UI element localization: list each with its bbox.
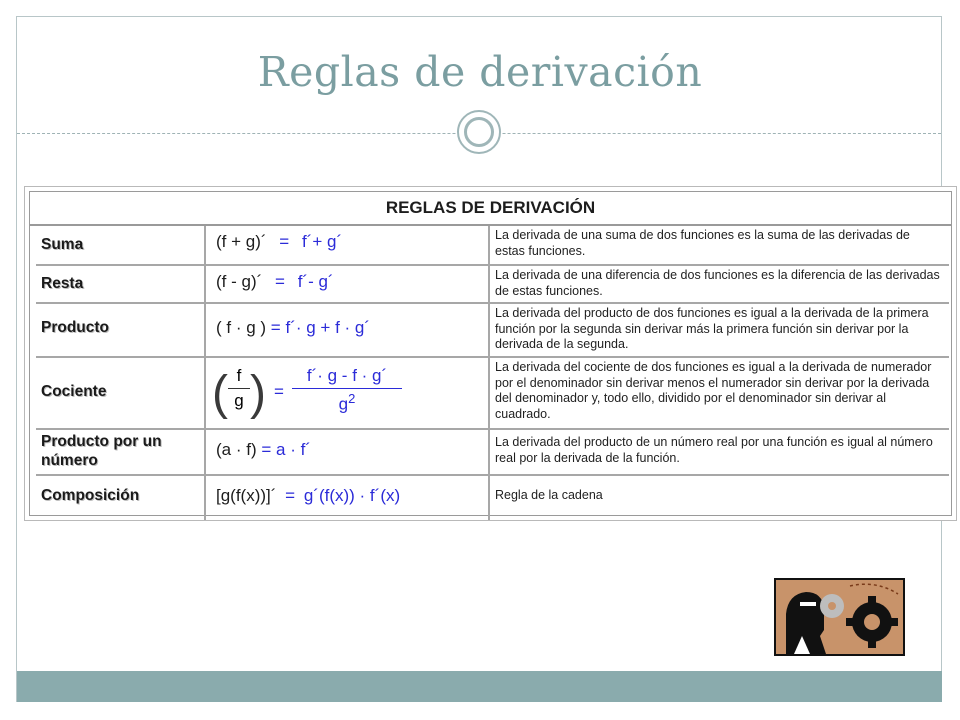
- rule-description: La derivada de una suma de dos funciones es la suma de las derivadas de estas funciones.: [495, 228, 910, 258]
- rule-name: Cociente: [41, 383, 107, 400]
- rule-formula: (f - g)´ = f´- g´: [216, 272, 334, 291]
- rule-name: Suma: [41, 236, 84, 253]
- table-row-composicion: [36, 476, 949, 520]
- derivation-rules-table: [24, 186, 957, 521]
- rule-name: Producto: [41, 319, 110, 336]
- rule-name: Resta: [41, 275, 84, 292]
- table-row-producto-numero: [36, 430, 949, 476]
- rule-name: Composición: [41, 487, 140, 504]
- rule-formula: (f + g)´ = f´+ g´: [216, 232, 343, 251]
- slide-title: Reglas de derivación: [257, 48, 703, 96]
- table-header: REGLAS DE DERIVACIÓN: [30, 192, 951, 226]
- engineer-gears-icon: [774, 578, 905, 656]
- rule-formula: [g(f(x))]´ = g´(f(x)) · f´(x): [216, 486, 401, 505]
- rule-description: La derivada de una diferencia de dos funciones es la diferencia de las derivadas de estas funciones.: [495, 268, 940, 298]
- table-row-producto: [36, 304, 949, 358]
- table-row-suma: [36, 226, 949, 266]
- rule-name: Producto por un número: [41, 433, 162, 469]
- rule-description: La derivada del producto de dos funciones es igual a la derivada de la primera función por la segunda sin derivar más la primera función sin derivar por la derivada de la segunda.: [495, 306, 929, 351]
- rule-formula: (a · f) = a · f´: [216, 440, 311, 459]
- bottom-bar: [17, 671, 942, 702]
- rule-description: Regla de la cadena: [495, 488, 603, 502]
- rule-description: La derivada del cociente de dos funciones es igual a la derivada de numerador por el denominador sin derivar menos el numerador sin derivar por la derivada del denominador y, todo ello, dividido por el denominador sin derivar al cuadrado.: [495, 360, 932, 421]
- rule-formula: ( f · g ) = f´· g + f · g´: [216, 318, 371, 337]
- rule-formula: ( f g ) = f´· g - f · g´ $g^2$: [206, 358, 490, 428]
- table-row-cociente: [36, 358, 949, 430]
- rule-description: La derivada del producto de un número real por una función es igual al número real por la derivada de la función.: [495, 435, 933, 465]
- table-row-resta: [36, 266, 949, 304]
- divider-ring-icon: [457, 110, 501, 154]
